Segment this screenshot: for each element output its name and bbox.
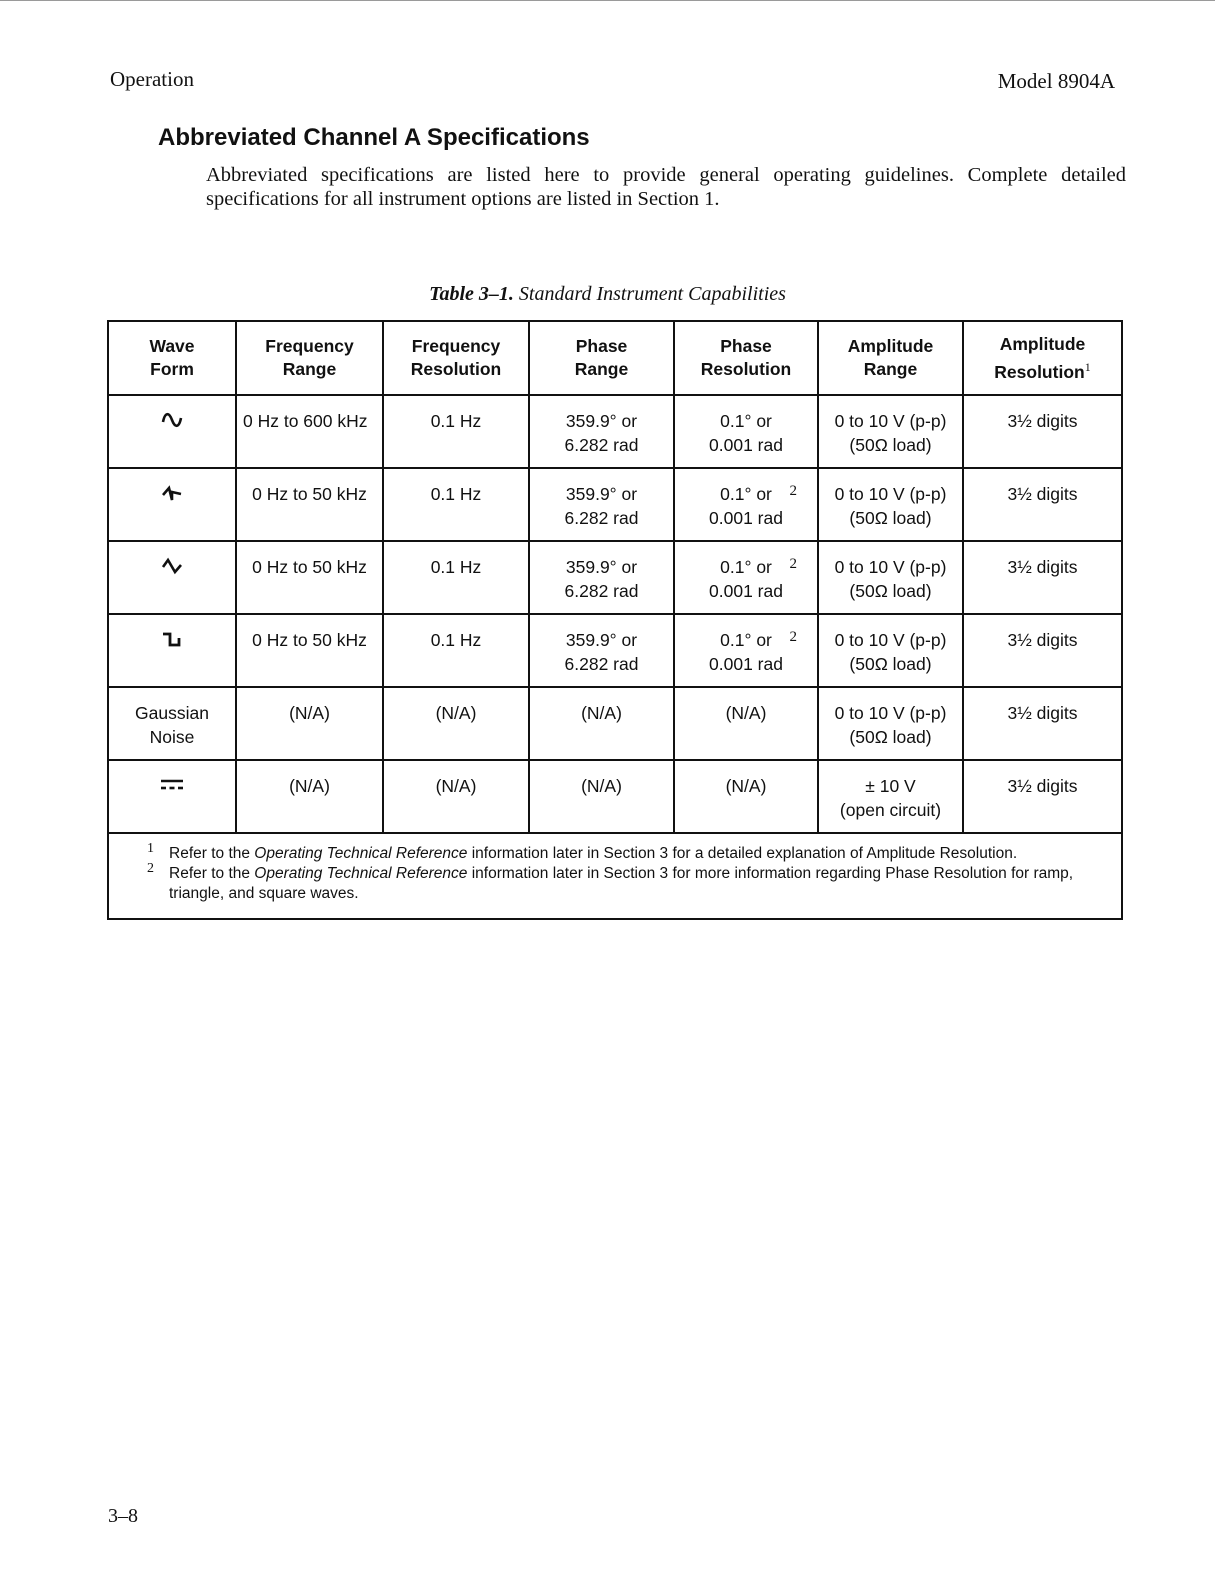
amp-range-cell: 0 to 10 V (p-p) (50Ω load) <box>818 614 963 687</box>
intro-paragraph: Abbreviated specifications are listed here to provide general operating guidelines. Complete detailed specifications for all instrument options are listed in Section 1. <box>206 164 1126 210</box>
phase-res-cell: 0.1° or 0.001 rad 2 <box>674 614 818 687</box>
amp-res-cell: 3½ digits <box>963 687 1122 760</box>
waveform-cell <box>108 468 236 541</box>
waveform-cell <box>108 687 236 760</box>
waveform-label: Noise <box>149 727 195 747</box>
triangle-wave-icon <box>161 557 183 575</box>
table-header-row <box>108 321 1122 395</box>
footnote-ref-2: 2 <box>789 556 797 572</box>
freq-range-cell: 0 Hz to 50 kHz <box>236 614 383 687</box>
freq-res-cell: 0.1 Hz <box>383 541 529 614</box>
freq-range-cell: 0 Hz to 50 kHz <box>236 468 383 541</box>
freq-range-cell: (N/A) <box>236 687 383 760</box>
waveform-label: Gaussian <box>135 703 209 723</box>
phase-range-cell: 359.9° or 6.282 rad <box>529 541 674 614</box>
waveform-cell <box>108 614 236 687</box>
table-row <box>108 614 1122 687</box>
top-rule <box>0 0 1215 1</box>
freq-res-cell: (N/A) <box>383 760 529 833</box>
footnotes-cell <box>108 833 1122 919</box>
amp-res-cell: 3½ digits <box>963 395 1122 468</box>
running-header-model: Model 8904A <box>997 69 1115 93</box>
footnote-2: 2 Refer to the Operating Technical Reference information later in Section 3 for more information regarding Phase Resolution for ramp, triangle, and square waves. <box>147 861 1074 902</box>
col-header-amplitude-resolution: Amplitude Resolution$^1$ <box>963 321 1122 395</box>
col-header-phase-range: Phase Range <box>529 321 674 395</box>
freq-res-cell: (N/A) <box>383 687 529 760</box>
ramp-wave-icon <box>161 484 183 502</box>
amp-range-cell: 0 to 10 V (p-p) (50Ω load) <box>818 468 963 541</box>
table-row <box>108 541 1122 614</box>
amp-range-cell: 0 to 10 V (p-p) (50Ω load) <box>818 395 963 468</box>
phase-res-cell: 0.1° or 0.001 rad <box>674 395 818 468</box>
col-header-amplitude-range: Amplitude Range <box>818 321 963 395</box>
phase-res-cell: (N/A) <box>674 760 818 833</box>
footnote-ref-1: 1 <box>1084 359 1091 374</box>
waveform-cell <box>108 760 236 833</box>
col-header-frequency-range: Frequency Range <box>236 321 383 395</box>
footnote-1: 1 Refer to the Operating Technical Reference information later in Section 3 for a detailed explanation of Amplitude Resolution. <box>147 841 1018 862</box>
table-row <box>108 468 1122 541</box>
phase-range-cell: 359.9° or 6.282 rad <box>529 614 674 687</box>
running-header-section: Operation <box>110 67 194 91</box>
footnote-ref-2: 2 <box>789 629 797 645</box>
table-row <box>108 760 1122 833</box>
phase-res-cell: (N/A) <box>674 687 818 760</box>
waveform-cell <box>108 541 236 614</box>
section-title: Abbreviated Channel A Specifications <box>158 124 590 151</box>
freq-range-cell: (N/A) <box>236 760 383 833</box>
col-header-phase-resolution: Phase Resolution <box>674 321 818 395</box>
col-header-frequency-resolution: Frequency Resolution <box>383 321 529 395</box>
sine-wave-icon <box>161 411 183 429</box>
phase-range-cell: (N/A) <box>529 760 674 833</box>
phase-range-cell: (N/A) <box>529 687 674 760</box>
square-wave-icon <box>161 630 183 648</box>
waveform-cell <box>108 395 236 468</box>
phase-res-cell: 0.1° or 0.001 rad 2 <box>674 468 818 541</box>
spec-table <box>107 320 1123 920</box>
amp-range-cell: 0 to 10 V (p-p) (50Ω load) <box>818 541 963 614</box>
freq-range-cell: 0 Hz to 50 kHz <box>236 541 383 614</box>
phase-range-cell: 359.9° or 6.282 rad <box>529 468 674 541</box>
footnotes-row <box>108 833 1122 919</box>
amp-res-cell: 3½ digits <box>963 614 1122 687</box>
phase-range-cell: 359.9° or 6.282 rad <box>529 395 674 468</box>
footnote-ref-2: 2 <box>789 483 797 499</box>
col-header-wave-form: Wave Form <box>108 321 236 395</box>
dc-icon <box>160 776 184 792</box>
table-caption-title: Standard Instrument Capabilities <box>518 283 786 305</box>
amp-res-cell: 3½ digits <box>963 468 1122 541</box>
table-row <box>108 395 1122 468</box>
table-row <box>108 687 1122 760</box>
amp-res-cell: 3½ digits <box>963 541 1122 614</box>
amp-range-cell: 0 to 10 V (p-p) (50Ω load) <box>818 687 963 760</box>
table-caption-label: Table 3–1. <box>429 283 514 305</box>
amp-res-cell: 3½ digits <box>963 760 1122 833</box>
freq-res-cell: 0.1 Hz <box>383 468 529 541</box>
freq-res-cell: 0.1 Hz <box>383 395 529 468</box>
amp-range-cell: ± 10 V (open circuit) <box>818 760 963 833</box>
table-caption <box>0 283 1215 306</box>
freq-range-cell: 0 Hz to 600 kHz <box>236 395 383 468</box>
freq-res-cell: 0.1 Hz <box>383 614 529 687</box>
page-number: 3–8 <box>108 1505 138 1527</box>
phase-res-cell: 0.1° or 0.001 rad 2 <box>674 541 818 614</box>
